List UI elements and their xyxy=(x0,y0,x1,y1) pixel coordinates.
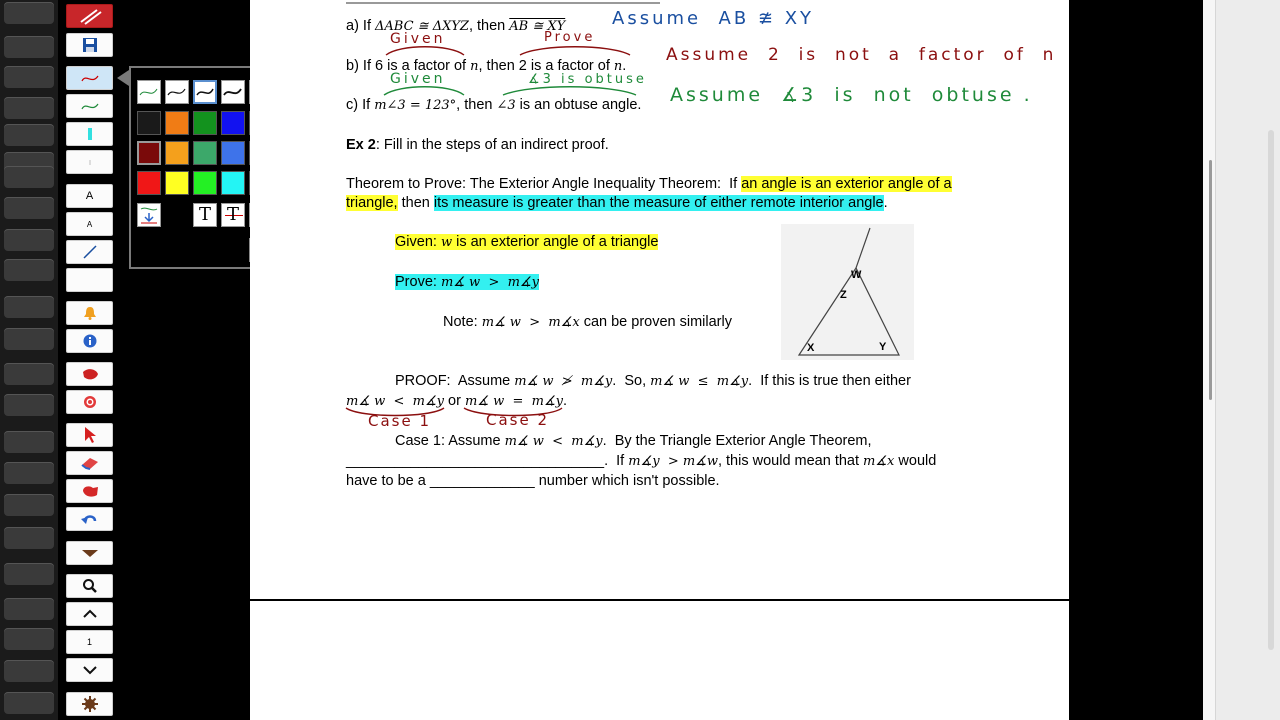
theorem-hypothesis-end: triangle, xyxy=(346,195,398,211)
dropdown-button[interactable] xyxy=(66,541,113,565)
text-strike-button[interactable]: T xyxy=(221,203,245,227)
info-button[interactable] xyxy=(66,329,113,353)
pen-width-1-icon xyxy=(138,81,160,103)
ghost-button xyxy=(4,166,54,188)
hand-icon xyxy=(80,483,100,499)
proof-or: or xyxy=(444,393,465,409)
case1-rest: . By the Triangle Exterior Angle Theorem, xyxy=(602,433,872,449)
line-tool-button[interactable] xyxy=(66,240,113,264)
theorem-prefix: Theorem to Prove: The Exterior Angle Inequality Theorem: If xyxy=(346,176,742,192)
outer-scrollbar-thumb[interactable] xyxy=(1268,130,1274,650)
ghost-button xyxy=(4,431,54,453)
item-b-n1: n xyxy=(470,59,479,74)
color-swatch[interactable] xyxy=(221,171,245,195)
text-small-icon: A xyxy=(86,219,93,229)
ghost-button xyxy=(4,197,54,219)
case1-math: m∡ w < m∡y xyxy=(504,434,603,449)
note-math: m∡ w > m∡x xyxy=(481,315,580,330)
cyan-highlighter-button[interactable] xyxy=(66,122,113,146)
theorem-then: then xyxy=(397,195,434,211)
proof-math2: m∡ w ≤ m∡y xyxy=(650,374,749,389)
proof-case2-math: m∡ w = m∡y xyxy=(464,394,563,409)
given-w: w xyxy=(440,235,453,250)
white-highlighter-button[interactable] xyxy=(66,150,113,174)
item-c-end: is an obtuse angle. xyxy=(515,97,642,113)
proof-rest: . If this is true then either xyxy=(748,373,911,389)
text-plain-button[interactable]: T xyxy=(193,203,217,227)
settings-button[interactable] xyxy=(66,692,113,716)
ink-obtuse: ∡3 is obtuse xyxy=(528,72,647,87)
item-b-n2: n xyxy=(613,59,623,74)
color-swatch[interactable] xyxy=(137,171,161,195)
blank-tool-button[interactable] xyxy=(66,268,113,292)
pen-icon xyxy=(75,6,105,26)
ink-brace-given1 xyxy=(386,47,464,55)
pen-tool-button[interactable] xyxy=(66,4,113,28)
item-b-mid: , then 2 is a factor of xyxy=(478,58,614,74)
theorem-end: . xyxy=(883,195,888,211)
pen-green-icon xyxy=(80,99,100,113)
ghost-button xyxy=(4,628,54,650)
ink-given-2: Given xyxy=(390,71,446,87)
gear-icon xyxy=(82,696,98,712)
prove-label: Prove: xyxy=(395,274,441,290)
ghost-button xyxy=(4,494,54,516)
page-bottom-border xyxy=(250,599,1069,601)
ghost-button xyxy=(4,36,54,58)
pen-width-2[interactable] xyxy=(165,80,189,104)
background-toolbar xyxy=(0,0,58,720)
pen-width-3[interactable] xyxy=(193,80,217,104)
answer-blank-1[interactable]: ________________________________ xyxy=(346,453,605,469)
ink-brace-prove1 xyxy=(520,47,630,55)
ghost-button xyxy=(4,692,54,714)
pen-mode-button[interactable] xyxy=(137,203,161,227)
ghost-button xyxy=(4,296,54,318)
right-margin xyxy=(1069,0,1203,720)
page-number-box[interactable] xyxy=(66,630,113,654)
document-page xyxy=(250,0,1069,720)
red-brush-button[interactable] xyxy=(66,362,113,386)
color-swatch[interactable] xyxy=(193,141,217,165)
pen-width-4[interactable] xyxy=(221,80,245,104)
ink-case-1: Case 1 xyxy=(368,412,432,430)
proof-so: . So, xyxy=(612,373,651,389)
ghost-button xyxy=(4,660,54,682)
stamp-icon xyxy=(138,204,160,226)
note-label: Note: xyxy=(443,314,482,330)
ink-assume-b: Assume 2 is not a factor of n xyxy=(666,45,1057,65)
chevron-down-icon xyxy=(82,665,98,675)
ex2-bold: Ex 2 xyxy=(346,137,376,153)
ghost-button xyxy=(4,462,54,484)
item-a-mid: , then xyxy=(468,18,510,34)
eraser-button[interactable] xyxy=(66,451,113,475)
if-end: would xyxy=(894,453,937,469)
ghost-button xyxy=(4,394,54,416)
theorem-hypothesis: an angle is an exterior angle of a xyxy=(741,176,952,192)
color-swatch[interactable] xyxy=(165,141,189,165)
item-a-math1: ΔABC ≅ ΔXYZ xyxy=(375,19,469,34)
ink-brace-given2 xyxy=(384,87,464,95)
save-button[interactable] xyxy=(66,33,113,57)
red-brush-icon xyxy=(80,366,100,382)
proof-math1: m∡ w ≯ m∡y xyxy=(514,374,613,389)
thin-pen-button[interactable] xyxy=(66,66,113,90)
pen-width-3-icon xyxy=(195,82,215,102)
if-mid: , this would mean that xyxy=(717,453,864,469)
dropdown-icon xyxy=(81,548,99,558)
label-y: Y xyxy=(879,341,887,353)
ghost-button xyxy=(4,527,54,549)
scrollbar-thumb[interactable] xyxy=(1209,160,1212,400)
ink-brace-obtuse xyxy=(503,87,636,95)
target-button[interactable] xyxy=(66,390,113,414)
color-swatch[interactable] xyxy=(221,141,245,165)
theorem-conclusion: its measure is greater than the measure of either remote interior angle xyxy=(433,195,884,211)
hand-tool-button[interactable] xyxy=(66,479,113,503)
pen-thin-icon xyxy=(80,71,100,85)
if-math2: m∡x xyxy=(863,454,895,469)
alert-button[interactable] xyxy=(66,301,113,325)
if-math1: m∡y > m∡w xyxy=(628,454,718,469)
info-icon xyxy=(83,334,97,348)
pen-width-2-icon xyxy=(166,81,188,103)
item-c-prefix: c) If xyxy=(346,97,375,113)
label-w: W xyxy=(851,269,862,281)
line-icon xyxy=(80,244,100,260)
item-b-prefix: b) If 6 is a factor of xyxy=(346,58,471,74)
eraser-icon xyxy=(80,456,100,470)
proof-dot: . xyxy=(562,393,567,409)
color-swatch[interactable] xyxy=(193,171,217,195)
label-x: X xyxy=(807,342,815,354)
ghost-button xyxy=(4,2,54,24)
item-c-math2: ∠3 xyxy=(496,98,516,113)
pointer-icon xyxy=(83,426,97,444)
color-swatch[interactable] xyxy=(137,111,161,135)
green-pen-button[interactable] xyxy=(66,94,113,118)
item-a-math2: AB ≅ XY xyxy=(509,19,566,34)
color-swatch[interactable] xyxy=(165,111,189,135)
item-b-end: . xyxy=(622,58,627,74)
item-a-prefix: a) If xyxy=(346,18,376,34)
small-text-button[interactable] xyxy=(66,212,113,236)
color-swatch[interactable] xyxy=(221,111,245,135)
given-label: Given: xyxy=(395,234,441,250)
ink-case-2: Case 2 xyxy=(486,411,550,429)
highlighter-white-icon xyxy=(85,155,95,169)
search-icon xyxy=(82,578,98,594)
proof-case1-math: m∡ w < m∡y xyxy=(346,394,444,409)
ghost-button xyxy=(4,363,54,385)
palette-arrow xyxy=(117,70,129,86)
ghost-button xyxy=(4,563,54,585)
item-c-math1: m∠3 = 123° xyxy=(374,98,457,113)
ghost-button xyxy=(4,66,54,88)
ex2-instructions: : Fill in the steps of an indirect proof. xyxy=(375,137,609,153)
bell-icon xyxy=(83,306,97,320)
text-large-icon: A xyxy=(85,190,94,202)
given-text: is an exterior angle of a triangle xyxy=(452,234,659,250)
pointer-button[interactable] xyxy=(66,423,113,447)
proof-prefix: PROOF: Assume xyxy=(395,373,515,389)
ghost-button xyxy=(4,229,54,251)
ghost-button xyxy=(4,97,54,119)
color-swatch[interactable] xyxy=(165,171,189,195)
undo-icon xyxy=(81,512,99,526)
ink-given-1: Given xyxy=(390,31,446,47)
undo-button[interactable] xyxy=(66,507,113,531)
prove-math: m∡ w > m∡y xyxy=(440,275,539,290)
ink-assume-c: Assume ∡3 is not obtuse . xyxy=(670,84,1033,106)
if-prefix: . If xyxy=(604,453,629,469)
note-text: can be proven similarly xyxy=(579,314,732,330)
case1-line-3: have to be a _____________ number which isn't possible. xyxy=(346,473,720,489)
ink-assume-a: Assume AB ≇ XY xyxy=(612,8,815,29)
page-down-button[interactable] xyxy=(66,658,113,682)
save-icon xyxy=(82,37,98,53)
pen-width-4-icon xyxy=(222,81,244,103)
pen-width-1[interactable] xyxy=(137,80,161,104)
case1-prefix: Case 1: Assume xyxy=(395,433,505,449)
color-swatch[interactable] xyxy=(137,141,161,165)
highlighter-cyan-icon xyxy=(85,127,95,141)
page-up-button[interactable] xyxy=(66,602,113,626)
ghost-button xyxy=(4,259,54,281)
target-icon xyxy=(83,395,97,409)
color-swatch[interactable] xyxy=(193,111,217,135)
page-number: 1 xyxy=(86,637,92,647)
ink-prove-1: Prove xyxy=(544,30,596,45)
large-text-button[interactable] xyxy=(66,184,113,208)
annotation-toolbar xyxy=(58,0,126,720)
ghost-button xyxy=(4,328,54,350)
item-c-mid: , then xyxy=(456,97,497,113)
search-button[interactable] xyxy=(66,574,113,598)
ghost-button xyxy=(4,124,54,146)
chevron-up-icon xyxy=(82,609,98,619)
ghost-button xyxy=(4,598,54,620)
label-z: Z xyxy=(840,289,847,301)
